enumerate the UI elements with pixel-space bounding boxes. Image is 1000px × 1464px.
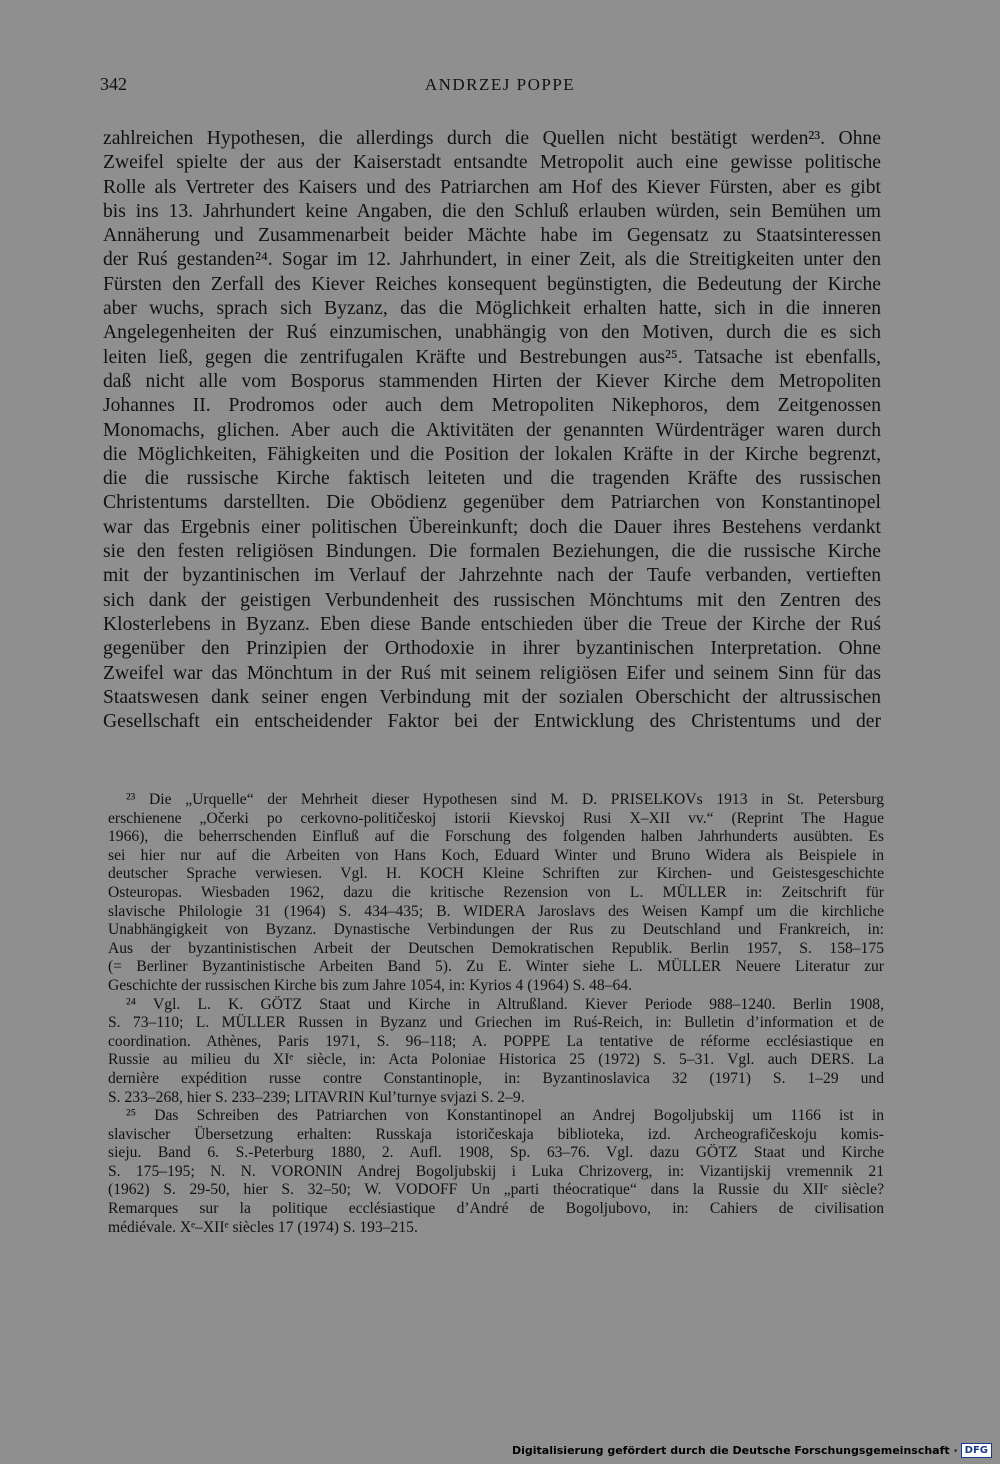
footnote-line: S. 73–110; L. MÜLLER Russen in Byzanz und Griechen im Ruś-Reich, in: Bulletin d’information et de xyxy=(108,1014,884,1032)
running-head: ANDRZEJ POPPE xyxy=(424,75,576,94)
footnote-line: slavischer Übersetzung erhalten: Russkaja istoričeskaja biblioteka, izd. Archeografičeskoju komis- xyxy=(108,1125,884,1143)
footnote-line: slavische Philologie 31 (1964) S. 434–435; B. WIDERA Jaroslavs des Weisen Kampf um die kirchliche xyxy=(108,902,884,920)
body-line: die Möglichkeiten, Fähigkeiten und die Position der lokalen Kräfte in der Kirche begrenzt, xyxy=(103,443,881,465)
body-line: Angelegenheiten der Ruś einzumischen, unabhängig von den Motiven, durch die es sich xyxy=(103,322,881,344)
footnote-line: ²⁵ Das Schreiben des Patriarchen von Konstantinopel an Andrej Bogoljubskij um 1166 ist in xyxy=(126,1107,884,1125)
body-line: bis ins 13. Jahrhundert keine Angaben, die den Schluß erlauben würden, sein Bemühen um xyxy=(103,200,881,222)
body-line: der Ruś gestanden²⁴. Sogar im 12. Jahrhundert, in einer Zeit, als die Streitigkeiten unter den xyxy=(103,249,881,271)
footnote-line: Aus der byzantinistischen Arbeit der Deutschen Demokratischen Republik. Berlin 1957, S. 158–175 xyxy=(108,939,884,957)
footnote-line: S. 233–268, hier S. 233–239; LITAVRIN Kul’turnye svjazi S. 2–9. xyxy=(108,1088,525,1106)
footnote-line: dernière expédition russe contre Constantinople, in: Byzantinoslavica 32 (1971) S. 1–29 und xyxy=(108,1069,884,1087)
footnote-line: Remarques sur la politique ecclésiastique d’André de Bogoljubovo, in: Cahiers de civilisation xyxy=(108,1200,884,1218)
body-line: Gesellschaft ein entscheidender Faktor bei der Entwicklung des Christentums und der xyxy=(103,711,881,733)
body-line: zahlreichen Hypothesen, die allerdings durch die Quellen nicht bestätigt werden²³. Ohne xyxy=(103,128,881,149)
body-line: Zweifel spielte der aus der Kaiserstadt entsandte Metropolit auch eine gewisse politische xyxy=(103,152,881,174)
footnote-line: sieju. Band 6. S.-Peterburg 1880, 2. Aufl. 1908, Sp. 63–76. Vgl. dazu GÖTZ Staat und Kirche xyxy=(108,1144,884,1162)
digitization-footer xyxy=(512,1443,992,1458)
footnote-line: Osteuropas. Wiesbaden 1962, dazu die kritische Rezension von L. MÜLLER in: Zeitschrift für xyxy=(108,883,884,901)
body-line: mit der byzantinischen im Verlauf der Jahrzehnte nach der Taufe verbanden, vertieften xyxy=(103,565,881,587)
footnote-line: (= Berliner Byzantinistische Arbeiten Band 5). Zu E. Winter siehe L. MÜLLER Neuere Literatur zur xyxy=(108,958,884,976)
body-line: Fürsten den Zerfall des Kiever Reiches konsequent begünstigten, die Bedeutung der Kirche xyxy=(103,273,881,295)
footnote-line: médiévale. Xᵉ–XIIᵉ siècles 17 (1974) S. 193–215. xyxy=(108,1218,418,1236)
body-line: sie den festen religiösen Bindungen. Die formalen Beziehungen, die die russische Kirche xyxy=(103,541,881,563)
body-line: die die russische Kirche faktisch leiteten und die tragenden Kräfte des russischen xyxy=(103,468,881,490)
body-line: Staatswesen dank seiner engen Verbindung mit der sozialen Oberschicht der altrussischen xyxy=(103,686,881,708)
footnote xyxy=(108,996,884,1108)
footnote-line: coordination. Athènes, Paris 1971, S. 96–118; A. POPPE La tentative de réforme ecclésiastique en xyxy=(108,1032,884,1050)
footnote xyxy=(108,791,884,996)
footnote-line: ²⁴ Vgl. L. K. GÖTZ Staat und Kirche in Altrußland. Kiever Periode 988–1240. Berlin 1908, xyxy=(126,995,884,1013)
footnote-line: S. 175–195; N. N. VORONIN Andrej Bogoljubskij i Luka Chrizoverg, in: Vizantijskij vremennik 21 xyxy=(108,1162,884,1180)
body-line: leiten ließ, gegen die zentrifugalen Kräfte und Bestrebungen aus²⁵. Tatsache ist ebenfalls, xyxy=(103,346,881,368)
footnote-line: sei hier nur auf die Arbeiten von Hans Koch, Eduard Winter und Bruno Widera als Beispiele in xyxy=(108,846,884,864)
body-line: Annäherung und Zusammenarbeit beider Mächte habe im Gegensatz zu Staatsinteressen xyxy=(103,225,881,247)
body-line: Christentums darstellten. Die Obödienz gegenüber dem Patriarchen von Konstantinopel xyxy=(103,492,881,514)
footer-text: Digitalisierung gefördert durch die Deutsche Forschungsgemeinschaft · xyxy=(511,1444,958,1457)
footnote-line: Geschichte der russischen Kirche bis zum Jahre 1054, in: Kyrios 4 (1964) S. 48–64. xyxy=(108,976,633,994)
footnote-line: deutscher Sprache verwiesen. Vgl. H. KOCH Kleine Schriften zur Kirchen- und Geistesgeschichte xyxy=(108,865,884,883)
footnote-line: (1962) S. 29-50, hier S. 32–50; W. VODOFF Un „parti théocratique“ dans la Russie du XIIᵉ siècle? xyxy=(108,1181,884,1199)
footnote-line: Unabhängigkeit von Byzanz. Dynastische Verbindungen der Rus zu Deutschland und Frankreich, in: xyxy=(108,921,884,939)
dfg-logo: DFG xyxy=(961,1443,992,1458)
body-line: gegenüber den Prinzipien der Orthodoxie in ihrer byzantinischen Interpretation. Ohne xyxy=(103,638,881,660)
body-line: Rolle als Vertreter des Kaisers und des Patriarchen am Hof des Kiever Fürsten, aber es gibt xyxy=(103,176,881,198)
body-line: sich dank der geistigen Verbundenheit des russischen Mönchtums mit den Zentren des xyxy=(103,589,881,611)
page-number: 342 xyxy=(100,74,127,94)
body-line: Johannes II. Prodromos oder auch dem Metropoliten Nikephoros, dem Zeitgenossen xyxy=(103,395,881,417)
body-line: daß nicht alle vom Bosporus stammenden Hirten der Kiever Kirche dem Metropoliten xyxy=(103,370,881,392)
footnote xyxy=(108,1107,884,1237)
footnote-line: ²³ Die „Urquelle“ der Mehrheit dieser Hypothesen sind M. D. PRISELKOVs 1913 in St. Petersburg xyxy=(126,791,884,808)
body-line: Monomachs, glichen. Aber auch die Aktivitäten der genannten Würdenträger waren durch xyxy=(103,419,881,441)
body-line: Zweifel war das Mönchtum in der Ruś mit seinem religiösen Eifer und seinem Sinn für das xyxy=(103,662,881,684)
body-line: war das Ergebnis einer politischen Übereinkunft; doch die Dauer ihres Bestehens verdankt xyxy=(103,516,881,538)
footnote-line: Russie au milieu du XIᵉ siècle, in: Acta Poloniae Historica 25 (1972) S. 5–31. Vgl. auch DERS. La xyxy=(108,1051,884,1069)
footnotes xyxy=(108,791,884,1237)
body-text xyxy=(103,127,881,734)
footnote-line: 1966), die beherrschenden Einfluß auf die Forschung des folgenden halben Jahrhunderts ausübten. Es xyxy=(108,828,884,846)
body-line: aber wuchs, sprach sich Byzanz, das die Möglichkeit erhalten hatte, sich in die inneren xyxy=(103,298,881,320)
footnote-line: erschienene „Očerki po cerkovno-političeskoj istorii Kievskoj Rusi X–XII vv.“ (Reprint The Hague xyxy=(108,809,884,827)
body-line: Klosterlebens in Byzanz. Eben diese Bande entschieden über die Treue der Kirche der Ruś xyxy=(103,613,881,635)
